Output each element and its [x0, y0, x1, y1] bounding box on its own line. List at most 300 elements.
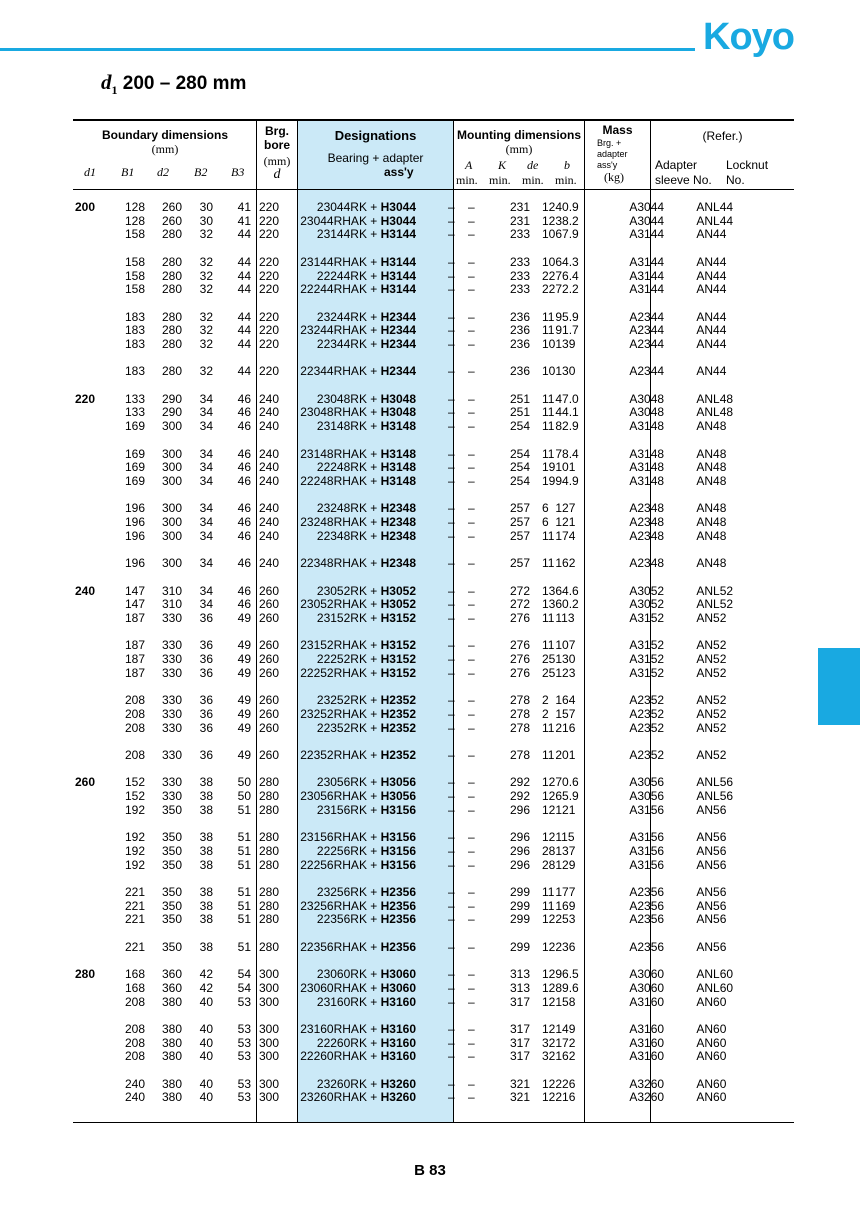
table-cell: AN60 [696, 1076, 727, 1091]
designation-cell [279, 201, 438, 215]
d1-cell [73, 1078, 115, 1092]
designation-cell [279, 708, 438, 722]
table-cell: 44 [237, 227, 251, 242]
table-cell: 44.1 [555, 405, 579, 420]
adapter-designation: H3144 [380, 282, 416, 297]
table-cell: 162 [555, 1049, 576, 1064]
d1-cell [73, 941, 115, 955]
table-cell: – [448, 638, 455, 653]
table-cell: 54 [237, 967, 251, 982]
bearing-designation: 22252RK + [316, 652, 381, 667]
table-cell: – [468, 200, 475, 214]
table-row [73, 530, 756, 544]
table-cell: – [468, 556, 475, 571]
table-cell: – [468, 939, 475, 954]
table-cell: 158 [124, 227, 145, 242]
table-row [73, 1050, 756, 1064]
table-cell: – [468, 693, 475, 708]
table-cell: 32 [199, 364, 213, 379]
table-cell: AN44 [696, 227, 727, 242]
mass-sub2: adapter [597, 149, 628, 159]
table-cell: A2356 [629, 898, 665, 913]
designation-cell [279, 913, 438, 927]
table-row [73, 215, 756, 229]
table-cell: 300 [258, 1076, 279, 1091]
table-cell: 6 [542, 515, 549, 530]
table-cell: 169 [124, 473, 145, 488]
table-cell: 350 [161, 939, 182, 954]
table-cell: 11 [542, 405, 555, 420]
table-cell: 216 [555, 720, 576, 735]
table-cell: 11 [542, 720, 555, 735]
table-cell: 272 [509, 583, 530, 598]
refer-header: (Refer.) [702, 129, 743, 143]
table-cell: ANL52 [696, 597, 734, 612]
table-cell: 19 [542, 473, 556, 488]
table-row [73, 804, 756, 818]
table-cell: 254 [509, 419, 530, 434]
bearing-designation: 23056RHAK + [300, 789, 381, 804]
d1-cell [73, 365, 115, 379]
table-cell: 40 [199, 1090, 213, 1105]
adapter-designation: H3052 [380, 597, 416, 612]
table-cell: 169 [124, 446, 145, 461]
table-cell: 162 [555, 556, 576, 571]
table-cell: 2 [542, 693, 549, 708]
table-cell: ANL44 [696, 213, 734, 228]
table-cell: 137 [555, 843, 576, 858]
table-cell: A3156 [629, 843, 665, 858]
table-cell: 196 [124, 528, 145, 543]
table-cell: AN48 [696, 446, 727, 461]
adapter-designation: H3160 [380, 1049, 416, 1064]
d1-cell [73, 311, 115, 325]
table-cell: 82.9 [555, 419, 579, 434]
table-cell: 72.2 [555, 282, 579, 297]
adapter-header-2: sleeve No. [655, 173, 712, 187]
adapter-designation: H2352 [380, 747, 416, 762]
table-cell: A3260 [629, 1090, 665, 1105]
designation-cell [279, 1037, 438, 1051]
designation-cell [279, 530, 438, 544]
table-cell: 46 [237, 446, 251, 461]
table-cell: 233 [509, 254, 530, 269]
designation-cell [279, 557, 438, 571]
table-cell: 187 [124, 665, 145, 680]
adapter-designation: H2356 [380, 884, 416, 899]
table-cell: 276 [509, 652, 530, 667]
table-cell: 233 [509, 282, 530, 297]
d1-cell: 240 [75, 583, 96, 598]
table-cell: 313 [509, 967, 530, 982]
table-cell: 44 [237, 282, 251, 297]
table-cell: 46 [237, 391, 251, 406]
adapter-header-1: Adapter [655, 158, 698, 172]
table-cell: 46 [237, 583, 251, 598]
table-cell: A3060 [629, 967, 665, 982]
group-spacer [73, 297, 756, 311]
table-cell: – [468, 789, 475, 804]
d1-cell [73, 256, 115, 270]
designation-cell [279, 749, 438, 763]
table-cell: 360 [161, 967, 182, 982]
table-cell: – [448, 994, 455, 1009]
table-row [73, 598, 756, 612]
d1-cell [73, 694, 115, 708]
table-cell: – [468, 898, 475, 913]
table-cell: – [448, 419, 455, 434]
table-cell: 34 [199, 419, 213, 434]
bearing-designation: 23248RK + [316, 501, 381, 516]
table-cell: 236 [509, 309, 530, 324]
table-cell: 226 [555, 1076, 576, 1091]
bearing-designation: 22352RK + [316, 720, 381, 735]
table-cell: 51 [237, 884, 251, 899]
table-cell: 139 [555, 337, 576, 351]
table-cell: 220 [258, 282, 279, 297]
table-cell: 36 [199, 706, 213, 721]
table-cell: 46 [237, 501, 251, 516]
bearing-designation: 23260RHAK + [300, 1090, 381, 1105]
table-cell: 91.7 [555, 323, 579, 338]
table-cell: 130 [555, 652, 576, 667]
table-cell: 380 [161, 1035, 182, 1050]
table-cell: 240 [258, 515, 279, 530]
adapter-designation: H3060 [380, 980, 416, 995]
table-cell: 42 [199, 967, 213, 982]
table-cell: 44 [237, 309, 251, 324]
table-cell: 128 [124, 200, 145, 214]
table-cell: – [448, 967, 455, 982]
table-row [73, 968, 756, 982]
bearing-designation: 22348RK + [316, 528, 381, 543]
d1-cell [73, 1037, 115, 1051]
table-body [73, 201, 756, 1105]
adapter-designation: H3152 [380, 610, 416, 625]
table-cell: – [468, 665, 475, 680]
d1-cell [73, 653, 115, 667]
adapter-designation: H3044 [380, 200, 416, 214]
table-cell: – [448, 830, 455, 845]
bearing-designation: 22252RHAK + [300, 665, 381, 680]
table-cell: – [468, 254, 475, 269]
table-cell: 260 [161, 200, 182, 214]
table-cell: 169 [555, 898, 576, 913]
table-cell: – [468, 652, 475, 667]
table-cell: – [448, 789, 455, 804]
mounting-unit: (mm) [505, 142, 533, 156]
d1-cell [73, 667, 115, 681]
d1-cell [73, 420, 115, 434]
table-cell: ANL60 [696, 980, 734, 995]
table-cell: – [448, 309, 455, 324]
bearing-designation: 22244RK + [316, 268, 381, 283]
bearing-designation: 22260RK + [316, 1035, 381, 1050]
table-cell: A3148 [629, 473, 665, 488]
table-cell: 280 [258, 898, 279, 913]
table-cell: 67.9 [555, 227, 579, 242]
table-cell: 51 [237, 857, 251, 872]
table-cell: 34 [199, 556, 213, 571]
table-cell: 47.0 [555, 391, 579, 406]
col-d1: d1 [84, 165, 96, 179]
table-cell: 158 [124, 268, 145, 283]
group-spacer [73, 763, 756, 777]
table-cell: – [468, 1049, 475, 1064]
d1-cell [73, 1023, 115, 1037]
table-cell: 221 [124, 884, 145, 899]
d1-cell: 200 [75, 200, 96, 214]
designation-cell [279, 215, 438, 229]
table-cell: AN60 [696, 1049, 727, 1064]
table-cell: 350 [161, 884, 182, 899]
designation-cell [279, 270, 438, 284]
table-cell: 32 [542, 1049, 556, 1064]
table-cell: AN56 [696, 912, 727, 927]
table-cell: AN48 [696, 528, 727, 543]
table-cell: A3160 [629, 994, 665, 1009]
table-cell: 220 [258, 323, 279, 338]
table-cell: 129 [555, 857, 576, 872]
d1-cell [73, 749, 115, 763]
table-cell: 187 [124, 652, 145, 667]
table-row [73, 776, 756, 790]
table-cell: 46 [237, 419, 251, 434]
table-cell: 25 [542, 652, 556, 667]
table-cell: 196 [124, 556, 145, 571]
table-cell: 300 [258, 1021, 279, 1036]
table-cell: – [448, 337, 455, 351]
table-cell: 192 [124, 843, 145, 858]
table-cell: 51 [237, 898, 251, 913]
table-cell: 169 [124, 460, 145, 475]
table-cell: 13 [542, 597, 556, 612]
designation-cell [279, 653, 438, 667]
table-cell: AN56 [696, 830, 727, 845]
table-cell: – [448, 857, 455, 872]
table-cell: 253 [555, 912, 576, 927]
bearing-designation: 23252RK + [316, 693, 381, 708]
table-cell: 330 [161, 652, 182, 667]
adapter-designation: H2344 [380, 337, 416, 351]
bearing-designation: 23256RHAK + [300, 898, 381, 913]
col-B2: B2 [194, 165, 208, 179]
table-cell: 350 [161, 830, 182, 845]
bearing-designation: 23152RHAK + [300, 638, 381, 653]
table-cell: 12 [542, 967, 556, 982]
table-cell: A3160 [629, 1049, 665, 1064]
adapter-designation: H3052 [380, 583, 416, 598]
table-cell: 32 [199, 254, 213, 269]
table-cell: 240 [124, 1090, 145, 1105]
table-row [73, 831, 756, 845]
table-cell: 233 [509, 268, 530, 283]
table-cell: 380 [161, 1021, 182, 1036]
table-cell: AN48 [696, 515, 727, 530]
table-cell: 216 [555, 1090, 576, 1105]
designation-cell [279, 448, 438, 462]
table-cell: 278 [509, 706, 530, 721]
table-cell: – [448, 473, 455, 488]
table-cell: A3260 [629, 1076, 665, 1091]
group-spacer [73, 434, 756, 448]
table-cell: 292 [509, 775, 530, 790]
table-cell: 38 [199, 857, 213, 872]
table-cell: A3148 [629, 446, 665, 461]
table-cell: 11 [542, 884, 555, 899]
d1-cell [73, 1091, 115, 1105]
table-cell: 330 [161, 610, 182, 625]
table-cell: AN60 [696, 1090, 727, 1105]
table-cell: 296 [509, 857, 530, 872]
table-cell: 208 [124, 1021, 145, 1036]
designation-cell [279, 516, 438, 530]
table-cell: 36 [199, 665, 213, 680]
bearing-designation: 23156RK + [316, 802, 381, 817]
table-cell: 280 [161, 227, 182, 242]
table-cell: A2348 [629, 501, 665, 516]
d1-cell [73, 845, 115, 859]
group-spacer [73, 680, 756, 694]
table-cell: 299 [509, 912, 530, 927]
table-cell: 330 [161, 789, 182, 804]
table-cell: – [468, 501, 475, 516]
table-cell: – [448, 912, 455, 927]
table-cell: 38 [199, 843, 213, 858]
table-cell: 70.6 [555, 775, 579, 790]
table-cell: 280 [161, 254, 182, 269]
table-cell: 220 [258, 364, 279, 379]
table-cell: 94.9 [555, 473, 579, 488]
table-cell: 292 [509, 789, 530, 804]
adapter-designation: H2348 [380, 501, 416, 516]
table-cell: 280 [258, 939, 279, 954]
table-cell: 36 [199, 610, 213, 625]
table-row [73, 311, 756, 325]
table-cell: 280 [161, 364, 182, 379]
designation-cell [279, 941, 438, 955]
table-cell: 40 [199, 1021, 213, 1036]
table-cell: 350 [161, 898, 182, 913]
table-cell: 280 [161, 282, 182, 297]
table-cell: A3052 [629, 583, 665, 598]
bearing-designation: 23060RHAK + [300, 980, 381, 995]
table-cell: 236 [509, 337, 530, 351]
table-cell: A3152 [629, 638, 665, 653]
bearing-designation: 23144RK + [316, 227, 381, 242]
table-cell: – [468, 747, 475, 762]
table-cell: 32 [199, 282, 213, 297]
table-cell: 317 [509, 1035, 530, 1050]
d1-cell [73, 228, 115, 242]
table-cell: 40 [199, 994, 213, 1009]
table-cell: 128 [124, 213, 145, 228]
table-cell: 272 [509, 597, 530, 612]
table-cell: 10 [542, 254, 556, 269]
designation-cell [279, 776, 438, 790]
table-cell: 12 [542, 994, 556, 1009]
table-cell: – [468, 1035, 475, 1050]
table-cell: 251 [509, 405, 530, 420]
designation-cell [279, 311, 438, 325]
table-cell: 174 [555, 528, 576, 543]
mass-unit: (kg) [604, 170, 624, 184]
table-cell: – [448, 747, 455, 762]
table-cell: 300 [161, 515, 182, 530]
table-cell: A2348 [629, 515, 665, 530]
designation-cell [279, 475, 438, 489]
table-cell: 46 [237, 556, 251, 571]
bearing-designation: 23160RHAK + [300, 1021, 381, 1036]
boundary-header: Boundary dimensions [101, 128, 229, 142]
table-cell: 208 [124, 706, 145, 721]
table-cell: 53 [237, 1021, 251, 1036]
table-cell: 64.3 [555, 254, 579, 269]
table-cell: 236 [555, 939, 576, 954]
table-row [73, 406, 756, 420]
table-cell: 360 [161, 980, 182, 995]
table-cell: 280 [161, 337, 182, 351]
bearing-designation: 23252RHAK + [300, 706, 381, 721]
table-cell: – [448, 610, 455, 625]
table-cell: 208 [124, 994, 145, 1009]
table-cell: A3148 [629, 460, 665, 475]
group-spacer [73, 571, 756, 585]
adapter-designation: H3152 [380, 652, 416, 667]
bearing-designation: 22344RHAK + [300, 364, 381, 379]
table-cell: 380 [161, 1049, 182, 1064]
table-cell: – [448, 693, 455, 708]
table-row [73, 1078, 756, 1092]
table-cell: 280 [161, 268, 182, 283]
table-cell: A3044 [629, 213, 665, 228]
table-cell: 280 [258, 857, 279, 872]
table-cell: 49 [237, 747, 251, 762]
group-spacer [73, 626, 756, 640]
table-cell: 221 [124, 898, 145, 913]
table-cell: – [448, 323, 455, 338]
table-row [73, 996, 756, 1010]
table-cell: 41 [237, 200, 251, 214]
d1-cell [73, 886, 115, 900]
table-cell: 49 [237, 706, 251, 721]
table-cell: – [448, 268, 455, 283]
table-cell: 220 [258, 309, 279, 324]
table-cell: 53 [237, 1035, 251, 1050]
table-cell: – [468, 309, 475, 324]
table-cell: 257 [509, 501, 530, 516]
designation-cell [279, 831, 438, 845]
table-cell: 296 [509, 830, 530, 845]
table-cell: – [448, 1049, 455, 1064]
bearing-designation: 23148RK + [316, 419, 381, 434]
table-cell: ANL52 [696, 583, 734, 598]
adapter-designation: H3144 [380, 254, 416, 269]
table-cell: 46 [237, 460, 251, 475]
table-cell: 280 [258, 775, 279, 790]
group-spacer [73, 954, 756, 968]
table-row [73, 1037, 756, 1051]
table-cell: AN48 [696, 556, 727, 571]
table-cell: 121 [555, 802, 576, 817]
table-cell: A2348 [629, 528, 665, 543]
d1-cell [73, 913, 115, 927]
table-cell: – [448, 665, 455, 680]
locknut-header-1: Locknut [726, 158, 769, 172]
table-cell: – [468, 1021, 475, 1036]
col-B1: B1 [121, 165, 135, 179]
table-cell: 192 [124, 802, 145, 817]
